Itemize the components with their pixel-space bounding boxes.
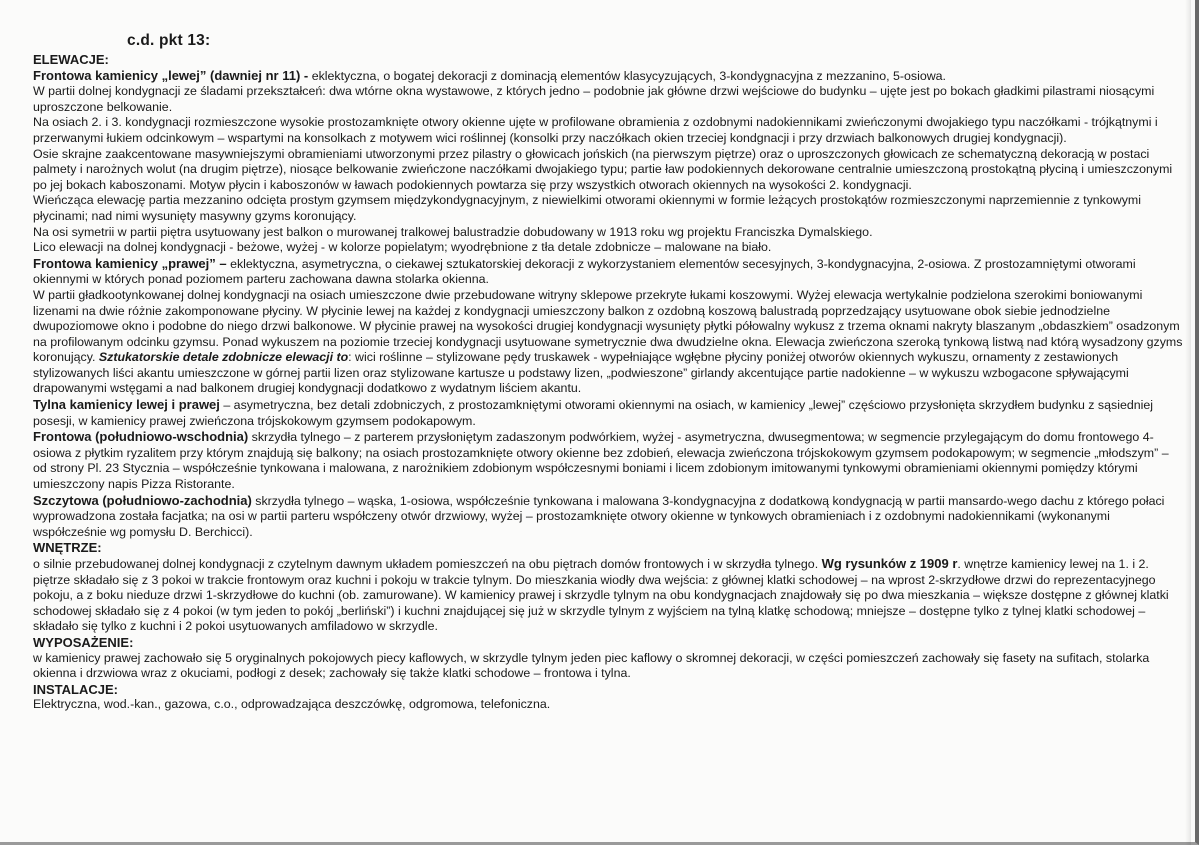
paragraph-frontowa-prawej-1 [33,288,1183,397]
title-frontowa-prawej: Frontowa kamienicy „prawej” – [33,255,227,271]
title-tylna: Tylna kamienicy lewej i prawej [33,397,220,413]
paragraph-frontowa-lewej-1: W partii dolnej kondygnacji ze śladami przekształceń: dwa wtórne okna wystawowe, z których jedno – podobnie jak główne drzwi wejściowe do budynku – ujęte jest po bokach gładkimi pilastrami niosącymi uproszczone belkowanie. [33,84,1155,114]
heading-wyposazenie: WYPOSAŻENIE: [33,634,134,650]
paragraph-frontowa-lewej-4: Wieńcząca elewację partia mezzanino odcięta prostym gzymsem międzykondygnacyjnym, z niewielkimi otworami okiennymi w formie leżących prostokątów rozmieszczonymi naprzemiennie z tynkowymi płycinami; nad nimi wysunięty masywny gzyms koronujący. [33,193,1141,223]
paragraph-frontowa-lewej-6: Lico elewacji na dolnej kondygnacji - beżowe, wyżej - w kolorze popielatym; wyodrębnione z tła detale zdobnicze – malowane na biało. [33,240,772,255]
paragraph-wyposazenie: w kamienicy prawej zachowało się 5 oryginalnych pokojowych piecy kaflowych, w skrzydle tylnym jeden piec kaflowy o skromnej dekoracji, w części pomieszczeń zachowały się fasety na sufitach, stolarka okienna i drzwiowa wraz z okuciami, podłogi z desek; zachowały się także klatki schodowe – frontowa i tylna. [33,650,1150,681]
text-tylna: – asymetryczna, bez detali zdobniczych, z prostozamkniętymi otworami okiennymi na osiach, w kamienicy „lewej” częściowo przysłonięta skrzydłem budynku z sąsiedniej posesji, w kamienicy prawej zwieńczona trójskokowym gzymsem podokapowym. [33,398,1154,428]
text-frontowa-lewej: eklektyczna, o bogatej dekoracji z dominacją elementów klasycyzujących, 3-kondygnacyjna z mezzanino, 5-osiowa. [308,68,946,83]
document-body [33,32,1183,713]
text-szczytowa: skrzydła tylnego – wąska, 1-osiowa, współcześnie tynkowana i malowana 3-kondygnacyjna z dodatkową kondygnacją w partii mansardo-wego dachu z którego połaci wyprowadzona została facjatka; na osi w partii parteru współczeny otwór drzwiowy, wyżej – prostozamknięte otwory okienne w tynkowych obramieniach i z ozdobnymi nadokiennikami (wykonanymi współcześnie wg pomysłu D. Berchicci). [33,493,1165,539]
paragraph-frontowa-lewej [33,68,1183,85]
title-frontowa-pd-wsch: Frontowa (południowo-wschodnia) [33,429,249,445]
heading-elewacje: ELEWACJE: [33,52,109,67]
text-frontowa-prawej-1a: W partii gładkootynkowanej dolnej kondygnacji na osiach umieszczone dwie przebudowane witryny sklepowe przekryte łukami koszowymi. Wyżej elewacja wertykalnie podzielona szerokimi boniowanymi lizenami na dwie różnie zakomponowane płyciny. W płycinie lewej na każdej z kondygnacji umieszczony balkon z ozdobną koszową balustradą poprzedzający usytuowane obok siebie jednodzielne dwupoziomowe okno i podobne do niego drzwi balkonowe. W płycinie prawej na wysokości drugiej kondygnacji wysunięty płytki półowalny wykusz z trzema oknami nakryty blaszanym „obdaszkiem” osadzonym na profilowanym odcinku gzymsu. Ponad wykuszem na poziomie trzeciej kondygnacji usytuowane symetrycznie dwa dwudzielne okna. Elewacja zwieńczona szeroką tynkową listwą nad którą wysadzony gzyms koronujący. [33,287,1183,365]
paragraph-frontowa-prawej [33,256,1183,288]
page-header: c.d. pkt 13: [127,32,211,49]
paragraph-frontowa-lewej-5: Na osi symetrii w partii piętra usytuowany jest balkon o murowanej tralkowej balustradzie dobudowany w 1913 roku wg projektu Franciszka Dymalskiego. [33,224,873,239]
text-sztukatorskie-detale: Sztukatorskie detale zdobnicze elewacji to [98,350,349,365]
paragraph-frontowa-lewej-3: Osie skrajne zaakcentowane masywniejszymi obramieniami utworzonymi przez pilastry o głowicach jońskich (na pierwszym piętrze) oraz o uproszczonych głowicach ze schematyczną dekoracją w postaci palmety i narożnych wolut (na drugim piętrze), niosące belkowanie zwieńczone naczółkami dwojakiego typu; partie ław podokiennych dekorowane centralnie umieszczoną prostokątną płyciną i umieszczonymi po jej bokach kaboszonami. Motyw płycin i kaboszonów w ławach podokiennych powtarza się przy wszystkich otworach okiennych na wysokości 2. kondygnacji. [33,146,1173,192]
page-edge-shadow [1185,0,1191,845]
heading-instalacje: INSTALACJE: [33,681,118,697]
paragraph-instalacje: Elektryczna, wod.-kan., gazowa, c.o., odprowadzająca deszczówkę, odgromowa, telefoniczna. [33,697,551,712]
paragraph-tylna [33,397,1183,429]
paragraph-szczytowa [33,493,1183,541]
text-frontowa-pd-wsch: skrzydła tylnego – z parterem przysłoniętym zadaszonym podwórkiem, wyżej - asymetryczna, dwusegmentowa; w segmencie przylegającym do domu frontowego 4-osiowa z płytkim ryzalitem przy którym znajdują się balkony; na osiach prostozamknięte otwory okienne bez zdobień, elewacja zwieńczona trójskokowym gzymsem podokapowym; w segmencie „młodszym” – od strony Pl. 23 Stycznia – współcześnie tynkowana i malowana, z narożnikiem zdobionym współczesnymi boniami i licem zdobionym imitowanymi tynkowymi obramieniami okiennymi pomiędzy którymi umieszczony napis Pizza Ristorante. [33,430,1169,492]
paragraph-frontowa-lewej-2: Na osiach 2. i 3. kondygnacji rozmieszczone wysokie prostozamknięte otwory okienne ujęte w profilowane obramienia z ozdobnymi nadokiennikami zwieńczonymi dwojakiego typu naczółkami - trójkątnymi i przerwanymi łukiem odcinkowym – wspartymi na konsolkach z motywem wici roślinnej (konsolki przy naczółkach okien trzeciej kondgnacji i przy drzwiach balkonowych drugiej kondygnacji). [33,115,1158,145]
heading-wnetrze: WNĘTRZE: [33,540,102,556]
title-szczytowa: Szczytowa (południowo-zachodnia) [33,492,252,508]
text-wnetrze-b: . wnętrze kamienicy lewej na 1. i 2. piętrze składało się z 3 pokoi w trakcie frontowym oraz kuchni i pokoju w trakcie tylnym. Do mieszkania wiodły dwa wejścia: z głównej klatki schodowej – na wprost 2-skrzydłowe drzwi do reprezentacyjnego pokoju, a z boku nieduze drzwi 1-skrzydłowe do kuchni (ob. zamurowane). W kamienicy prawej i skrzydle tylnym na obu kondygnacjach znajdowały się po dwa mieszkania – większe dostępne z głównej klatki schodowej składało się z 4 pokoi (w tym jeden to pokój „berliński”) i kuchni znajdującej się już w skrzydle tylnym z wyjściem na tylną klatkę schodową; mniejsze – dostępne tylko z tylnej klatki schodowej –składało się tylko z kuchni i 2 pokoi usytuowanych amfiladowo w skrzydle. [33,557,1169,634]
text-wnetrze-a: o silnie przebudowanej dolnej kondygnacji z czytelnym dawnym układem pomieszczeń na obu piętrach domów frontowych i w skrzydła tylnego. [33,557,822,571]
paragraph-frontowa-pd-wsch [33,429,1183,492]
title-frontowa-lewej: Frontowa kamienicy „lewej” (dawniej nr 11) - [33,67,309,83]
text-frontowa-prawej-1b: : wici roślinne – stylizowane pędy truskawek - wypełniające wgłębne płyciny poniżej otworów okiennych wykuszu, ornamenty z zestawionych stylizowanych liści akantu umieszczone w górnej partii lizen oraz stylizowane kartusze u podstawy lizen, „podwieszone” girlandy akcentujące partie nadokienne – w wykuszu wzbogacone spływającymi drapowanymi wstęgami a nad balkonem drugiej kondygnacji dodatkowo z wydatnym liściem akantu. [33,350,1129,396]
text-frontowa-prawej: eklektyczna, asymetryczna, o ciekawej sztukatorskiej dekoracji z wykorzystaniem elementów secesyjnych, 3-kondygnacyjna, 2-osiowa. Z prostozamniętymi otworami okiennymi w których ponad poziomem parteru zachowana dawna stolarka okienna. [33,256,1136,287]
paragraph-wnetrze [33,556,1183,635]
text-wg-rysunkow: Wg rysunków z 1909 r [821,556,958,571]
